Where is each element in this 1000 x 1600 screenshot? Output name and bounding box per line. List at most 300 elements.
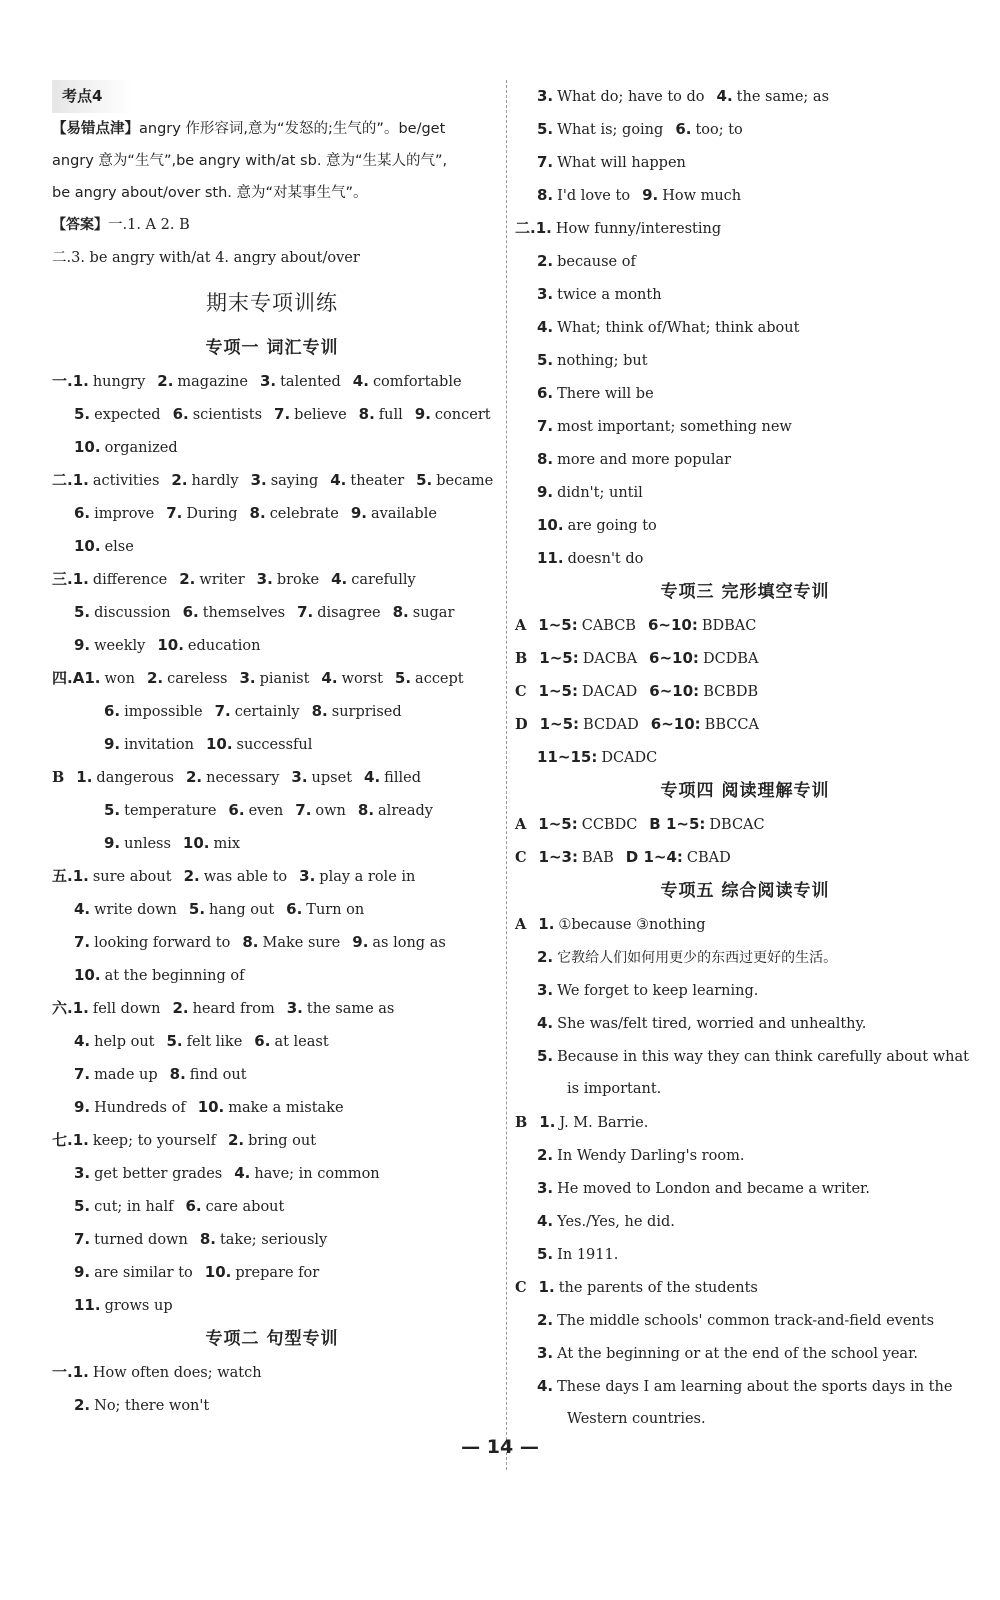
- answer-item: [104, 803, 216, 819]
- answer-item: [648, 618, 756, 634]
- item-answer: write down: [94, 902, 177, 918]
- answer-item: [330, 473, 404, 489]
- question-group-label: 二.: [515, 219, 536, 237]
- item-answer: DBCAC: [709, 817, 765, 833]
- answer-item: [74, 1100, 186, 1116]
- answer-item: [539, 1115, 648, 1131]
- answer-row: [52, 1091, 492, 1124]
- item-answer: DCADC: [601, 750, 658, 766]
- answer-item: [537, 950, 837, 966]
- item-number: 7.: [74, 1065, 91, 1083]
- answer-row: [52, 596, 492, 629]
- answer-row: [52, 1025, 492, 1058]
- answer-row: [52, 860, 492, 893]
- answer-item: [395, 671, 464, 687]
- item-answer: careless: [167, 671, 228, 687]
- item-answer: made up: [94, 1067, 158, 1083]
- answer-item: [537, 452, 731, 468]
- item-number: 2.: [227, 1131, 245, 1149]
- item-answer: concert: [434, 407, 491, 423]
- answer-item: [74, 1298, 173, 1314]
- item-number: 5.: [74, 405, 91, 423]
- section-title: 期末专项训练: [206, 291, 338, 315]
- answer-item: [537, 1247, 618, 1263]
- item-answer: comfortable: [372, 374, 462, 390]
- answer-item: [274, 407, 347, 423]
- answer-item: [74, 1265, 193, 1281]
- item-answer: prepare for: [235, 1265, 320, 1281]
- item-answer: BBCCA: [704, 717, 759, 733]
- answer-item: [157, 374, 248, 390]
- item-number: 10.: [204, 1263, 232, 1281]
- answer-item: [205, 1265, 319, 1281]
- answer-row: [515, 974, 975, 1007]
- item-number: 3.: [291, 768, 308, 786]
- answer-item: [286, 902, 364, 918]
- answer-item: [364, 770, 421, 786]
- question-group-label: 一.: [52, 372, 73, 390]
- item-number: 6~10:: [649, 682, 700, 700]
- item-number: 8.: [357, 801, 375, 819]
- reading-answers: [515, 808, 975, 874]
- item-answer: are similar to: [94, 1265, 193, 1281]
- item-answer: help out: [94, 1034, 155, 1050]
- question-group-label: 五.: [52, 867, 73, 885]
- answer-item: [104, 704, 203, 720]
- answer-item: [228, 803, 283, 819]
- item-answer: make a mistake: [228, 1100, 344, 1116]
- answer-item: [157, 638, 260, 654]
- answer-row: [52, 662, 492, 695]
- item-number: 4.: [234, 1164, 251, 1182]
- answer-item: [537, 1016, 866, 1032]
- answer-row: [515, 1370, 975, 1403]
- answer-item: [73, 1133, 216, 1149]
- answer-item: [74, 440, 178, 456]
- answer-row: [515, 179, 975, 212]
- answer-row: [52, 1157, 492, 1190]
- answer-item: [74, 638, 145, 654]
- answer-item: [74, 1067, 158, 1083]
- answer-row: [52, 926, 492, 959]
- item-number: 1~5:: [538, 616, 578, 634]
- item-number: 6.: [182, 603, 199, 621]
- answer-item: [536, 221, 721, 237]
- item-number: 7.: [74, 1230, 91, 1248]
- answer-item: [234, 1166, 379, 1182]
- right-column: [515, 80, 975, 1436]
- answer-row: [52, 827, 492, 860]
- item-number: 2.: [146, 669, 164, 687]
- item-answer: She was/felt tired, worried and unhealthy.: [557, 1016, 867, 1032]
- item-answer: heard from: [192, 1001, 275, 1017]
- item-number: 9.: [537, 483, 554, 501]
- answer-line: [52, 209, 492, 242]
- answer-item: [251, 473, 319, 489]
- item-answer: difference: [92, 572, 168, 588]
- item-answer: CCBDC: [581, 817, 638, 833]
- item-answer: hardly: [191, 473, 239, 489]
- question-group-label: B: [52, 769, 65, 786]
- item-number: 4.: [537, 1212, 554, 1230]
- answer-item: [295, 803, 346, 819]
- item-answer: scientists: [192, 407, 263, 423]
- answer-row: [515, 542, 975, 575]
- answer-row: [515, 377, 975, 410]
- answer-item: [567, 1411, 706, 1427]
- item-answer: looking forward to: [94, 935, 231, 951]
- answer-item: [537, 353, 648, 369]
- answer-row: [52, 365, 492, 398]
- item-number: 4.: [716, 87, 733, 105]
- item-number: 4.: [537, 1014, 554, 1032]
- item-number: 10.: [157, 636, 184, 654]
- question-group-label: B: [515, 650, 528, 667]
- answer-row: [515, 476, 975, 509]
- item-answer: won: [104, 671, 135, 687]
- item-answer: improve: [94, 506, 155, 522]
- item-answer: nothing; but: [557, 353, 648, 369]
- item-number: 8.: [358, 405, 375, 423]
- item-answer: BDBAC: [701, 618, 757, 634]
- item-answer: Make sure: [262, 935, 341, 951]
- item-number: 7.: [537, 153, 554, 171]
- comprehensive-reading-answers: [515, 908, 975, 1436]
- answer-item: [73, 1365, 262, 1381]
- item-answer: What will happen: [557, 155, 686, 171]
- item-answer: No; there won't: [94, 1398, 210, 1414]
- answer-row: [515, 1238, 975, 1271]
- item-answer: felt like: [186, 1034, 243, 1050]
- item-answer: get better grades: [94, 1166, 223, 1182]
- item-number: 1.: [538, 915, 555, 933]
- answer-item: [74, 539, 134, 555]
- item-number: 9.: [74, 1098, 91, 1116]
- answer-item: [537, 1313, 934, 1329]
- answer-item: [537, 386, 654, 402]
- answer-row: [515, 708, 975, 741]
- item-answer: even: [248, 803, 284, 819]
- error-note-line: angry 作形容词,意为“发怒的;生气的”。be/get: [139, 121, 446, 137]
- item-answer: He moved to London and became a writer.: [557, 1181, 870, 1197]
- item-number: 10.: [74, 966, 101, 984]
- topic-title: 专项三 完形填空专训: [660, 582, 830, 602]
- answer-item: [717, 89, 830, 105]
- item-number: 2.: [185, 768, 203, 786]
- answer-item: [189, 902, 274, 918]
- answer-item: [537, 983, 758, 999]
- item-answer: ①because ③nothing: [558, 917, 706, 933]
- answer-item: [539, 651, 637, 667]
- question-group-label: D: [515, 716, 528, 733]
- answer-row: [515, 1073, 975, 1106]
- answer-item: [171, 473, 238, 489]
- column-divider: [506, 80, 507, 1470]
- item-answer: weekly: [94, 638, 146, 654]
- item-answer: What is; going: [557, 122, 664, 138]
- answer-item: [260, 374, 341, 390]
- answer-item: [539, 1280, 758, 1296]
- item-number: 3.: [256, 570, 273, 588]
- item-number: 6.: [74, 504, 91, 522]
- item-answer: expected: [94, 407, 161, 423]
- item-number: 9.: [352, 933, 369, 951]
- item-number: 2.: [537, 1311, 554, 1329]
- answer-row: [515, 609, 975, 642]
- answer-item: [537, 1049, 969, 1065]
- item-number: 2.: [157, 372, 174, 390]
- item-answer: bring out: [248, 1133, 317, 1149]
- item-answer: mix: [213, 836, 241, 852]
- question-group-label: C: [515, 1279, 527, 1296]
- answer-item: [651, 717, 759, 733]
- item-number: 2.: [183, 867, 200, 885]
- answer-row: [515, 311, 975, 344]
- vocab-answers: [52, 365, 492, 1322]
- item-number: 1.: [72, 570, 89, 588]
- item-number: 2.: [537, 1146, 554, 1164]
- item-number: 1~5:: [539, 715, 580, 733]
- item-answer: impossible: [124, 704, 203, 720]
- item-number: 7.: [297, 603, 314, 621]
- item-answer: How much: [662, 188, 742, 204]
- item-number: 5.: [537, 1047, 554, 1065]
- item-number: 4.: [74, 900, 91, 918]
- item-answer: play a role in: [319, 869, 416, 885]
- answer-item: [537, 1148, 744, 1164]
- answer-item: [537, 518, 657, 534]
- answer-row: [515, 278, 975, 311]
- answer-row: [515, 1271, 975, 1304]
- item-answer: filled: [384, 770, 421, 786]
- item-number: 7.: [166, 504, 183, 522]
- item-number: 6~10:: [650, 715, 701, 733]
- answer-item: [538, 618, 636, 634]
- item-answer: the same; as: [736, 89, 830, 105]
- item-number: 2.: [537, 252, 554, 270]
- item-answer: J. M. Barrie.: [559, 1115, 649, 1131]
- item-number: 5.: [74, 1197, 91, 1215]
- item-number: 9.: [74, 1263, 91, 1281]
- item-answer: temperature: [124, 803, 217, 819]
- answer-row: [52, 1124, 492, 1157]
- answer-item: [537, 1346, 918, 1362]
- item-number: 8.: [169, 1065, 186, 1083]
- answer-item: [170, 1067, 247, 1083]
- answer-item: [183, 605, 286, 621]
- answer-row: [52, 497, 492, 530]
- question-group-label: A: [515, 916, 527, 933]
- item-answer: theater: [350, 473, 405, 489]
- item-answer: are going to: [567, 518, 657, 534]
- item-answer: doesn't do: [567, 551, 644, 567]
- item-number: 8.: [249, 504, 266, 522]
- item-answer: Western countries.: [567, 1411, 706, 1427]
- answer-item: [179, 572, 244, 588]
- item-number: 8.: [311, 702, 328, 720]
- item-number: 5.: [394, 669, 412, 687]
- item-answer: Because in this way they can think carefully about what: [557, 1049, 969, 1065]
- item-answer: unless: [124, 836, 171, 852]
- answer-item: [104, 836, 171, 852]
- item-answer: How funny/interesting: [555, 221, 722, 237]
- item-number: 6.: [172, 405, 189, 423]
- item-answer: most important; something new: [557, 419, 792, 435]
- item-answer: activities: [92, 473, 160, 489]
- item-answer: the same as: [306, 1001, 395, 1017]
- error-note-label: 【易错点津】: [52, 121, 139, 137]
- answer-item: [74, 407, 161, 423]
- item-answer: twice a month: [557, 287, 662, 303]
- item-number: 6~10:: [647, 616, 698, 634]
- item-number: 1.: [84, 669, 101, 687]
- item-answer: DACBA: [582, 651, 638, 667]
- item-number: 1.: [72, 999, 89, 1017]
- topic-title: 专项二 句型专训: [205, 1329, 339, 1349]
- answer-item: [74, 968, 244, 984]
- answer-item: [538, 817, 637, 833]
- answer-item: [649, 684, 758, 700]
- item-number: 5.: [104, 801, 121, 819]
- item-answer: is important.: [567, 1081, 662, 1097]
- item-number: 8.: [537, 450, 554, 468]
- item-number: 2.: [179, 570, 196, 588]
- answer-item: [172, 1001, 274, 1017]
- item-answer: magazine: [177, 374, 248, 390]
- answer-row: [515, 741, 975, 774]
- error-note-line: angry 意为“生气”,be angry with/at sb. 意为“生某人的气”,: [52, 153, 448, 169]
- answer-row: [52, 464, 492, 497]
- answer-item: [74, 1199, 174, 1215]
- item-answer: own: [315, 803, 346, 819]
- answer-item: [73, 374, 146, 390]
- answer-item: [537, 89, 705, 105]
- item-number: 10.: [205, 735, 233, 753]
- question-group-label: C: [515, 683, 527, 700]
- answer-item: [74, 605, 171, 621]
- answer-item: [166, 506, 237, 522]
- item-number: 11.: [74, 1296, 101, 1314]
- item-number: 1~3:: [538, 848, 578, 866]
- item-answer: find out: [189, 1067, 247, 1083]
- item-number: 2.: [171, 471, 188, 489]
- item-answer: carefully: [351, 572, 416, 588]
- answer-item: [538, 917, 705, 933]
- question-group-label: 七.: [52, 1131, 73, 1149]
- answer-row: [52, 530, 492, 563]
- answer-row: [515, 410, 975, 443]
- answer-item: [358, 803, 433, 819]
- answer-row: [515, 1172, 975, 1205]
- item-answer: organized: [104, 440, 178, 456]
- item-number: 3.: [286, 999, 303, 1017]
- item-number: 1.: [72, 867, 89, 885]
- answer-item: [352, 935, 446, 951]
- answer-item: [254, 1034, 328, 1050]
- item-answer: I'd love to: [557, 188, 631, 204]
- question-group-label: 三.: [52, 570, 73, 588]
- answer-row: [515, 841, 975, 874]
- item-number: 7.: [74, 933, 91, 951]
- answer-row: [52, 992, 492, 1025]
- item-answer: At the beginning or at the end of the school year.: [557, 1346, 919, 1362]
- item-answer: BAB: [582, 850, 614, 866]
- sentence-answers: [52, 1356, 492, 1422]
- item-number: 6.: [675, 120, 692, 138]
- item-answer: pianist: [259, 671, 310, 687]
- answer-row: [52, 398, 492, 431]
- answer-item: [537, 419, 792, 435]
- item-answer: themselves: [202, 605, 286, 621]
- answer-item: [537, 122, 663, 138]
- item-answer: care about: [205, 1199, 285, 1215]
- answer-row: [515, 675, 975, 708]
- item-answer: There will be: [557, 386, 654, 402]
- answer-row: [515, 146, 975, 179]
- answer-item: [147, 671, 228, 687]
- item-answer: The middle schools' common track-and-field events: [557, 1313, 935, 1329]
- answer-item: [312, 704, 402, 720]
- item-answer: take; seriously: [219, 1232, 328, 1248]
- item-answer: celebrate: [269, 506, 339, 522]
- error-note-line: be angry about/over sth. 意为“对某事生气”。: [52, 185, 368, 201]
- sentence-answers-cont: [515, 80, 975, 575]
- answer-row: [515, 212, 975, 245]
- item-number: 6.: [104, 702, 121, 720]
- item-answer: didn't; until: [557, 485, 643, 501]
- item-number: 3.: [537, 285, 554, 303]
- answer-item: [186, 1199, 285, 1215]
- question-group-label: C: [515, 849, 527, 866]
- item-answer: Turn on: [306, 902, 365, 918]
- item-answer: DACAD: [582, 684, 638, 700]
- item-answer: at the beginning of: [104, 968, 245, 984]
- answer-row: [52, 1058, 492, 1091]
- item-answer: broke: [276, 572, 320, 588]
- item-answer: hungry: [92, 374, 146, 390]
- answer-item: [353, 374, 462, 390]
- answer-row: [52, 1289, 492, 1322]
- answer-item: [415, 407, 491, 423]
- answer-item: [74, 1166, 222, 1182]
- item-number: 1~5:: [538, 682, 578, 700]
- answer-item: [186, 770, 279, 786]
- item-number: 2.: [74, 1396, 91, 1414]
- answer-row: [515, 1106, 975, 1139]
- answer-item: [73, 1001, 161, 1017]
- item-number: 4.: [330, 471, 347, 489]
- answer-row: [515, 1007, 975, 1040]
- item-number: 1.: [72, 1363, 89, 1381]
- item-answer: In 1911.: [557, 1247, 619, 1263]
- item-answer: CABCB: [581, 618, 636, 634]
- item-answer: invitation: [124, 737, 194, 753]
- answer-item: [642, 188, 741, 204]
- answer-item: [73, 572, 168, 588]
- answer-row: [52, 1356, 492, 1389]
- item-number: 5.: [537, 120, 554, 138]
- item-number: 8.: [242, 933, 259, 951]
- answer-item: [84, 671, 135, 687]
- item-number: 1.: [72, 372, 89, 390]
- item-number: 6.: [537, 384, 554, 402]
- item-number: 3.: [537, 1179, 554, 1197]
- item-number: 1.: [76, 768, 93, 786]
- answer-item: [537, 320, 799, 336]
- item-answer: CBAD: [686, 850, 731, 866]
- answer-row: [515, 1139, 975, 1172]
- item-answer: Yes./Yes, he did.: [557, 1214, 675, 1230]
